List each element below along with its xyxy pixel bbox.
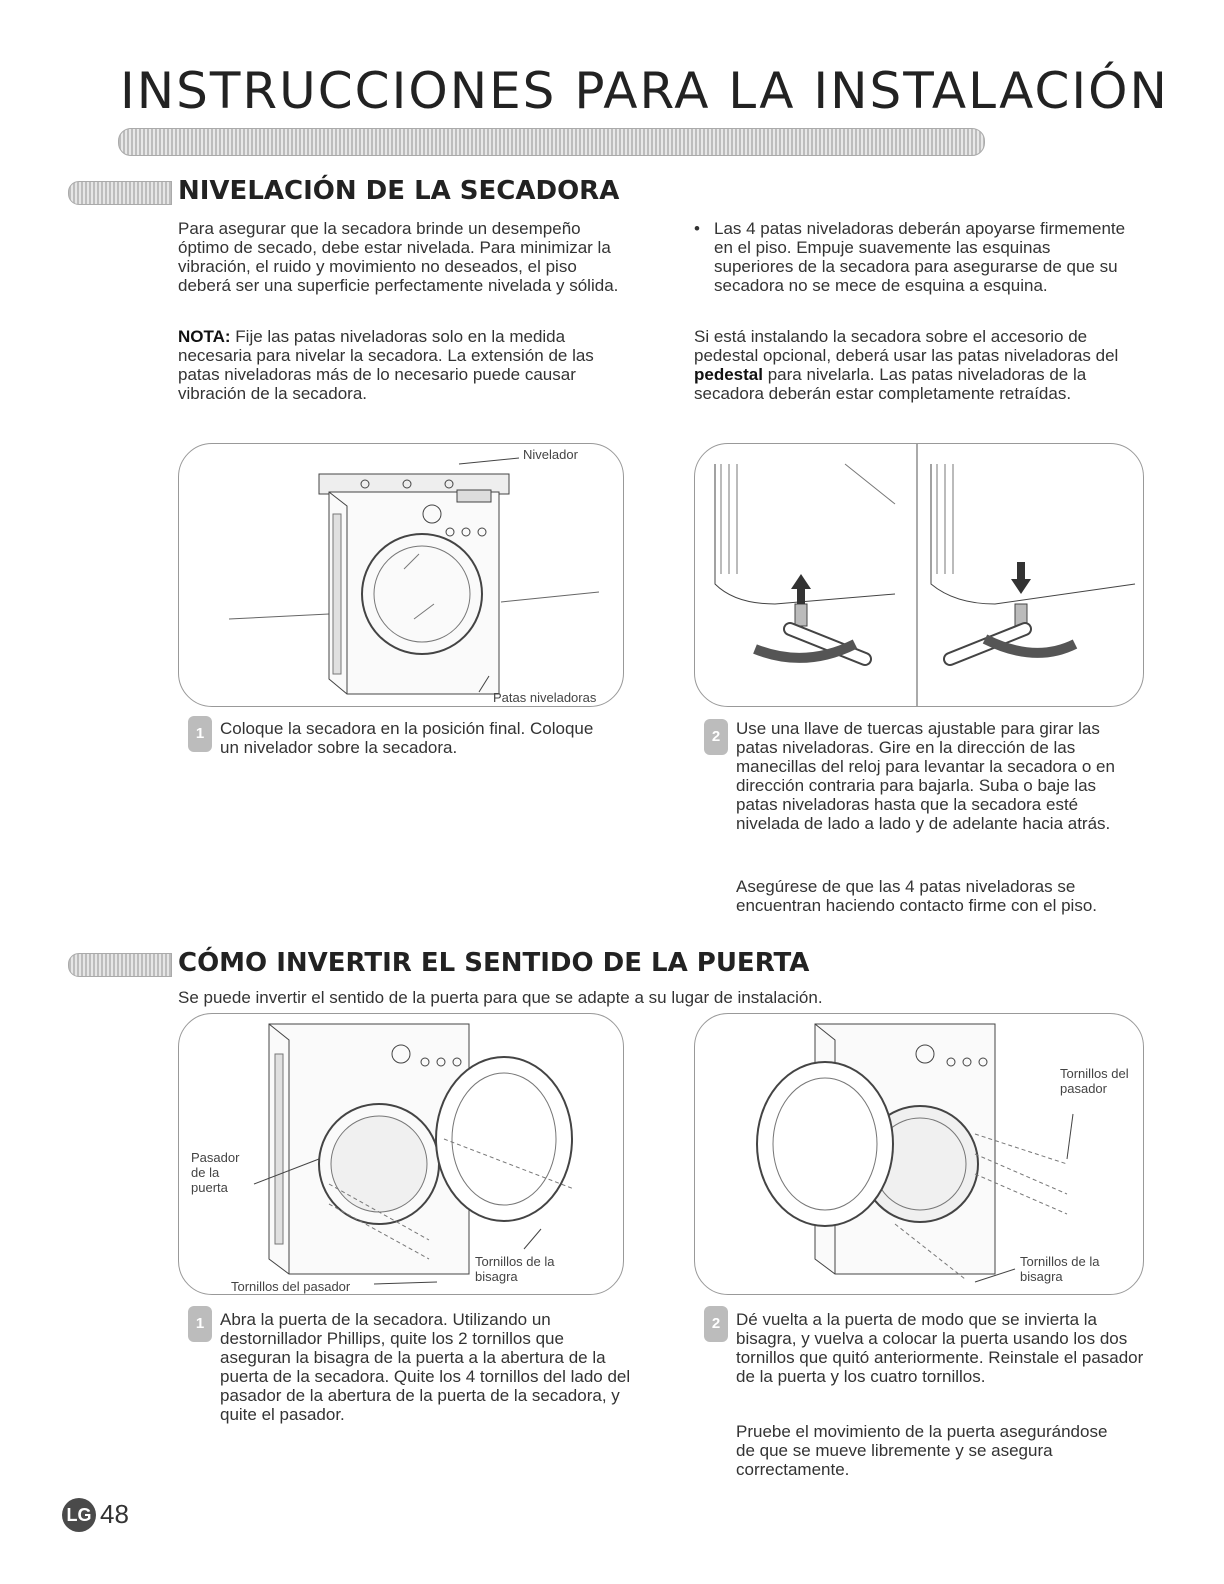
note-label: NOTA:	[178, 327, 231, 346]
label-hinge-screws: Tornillos de la bisagra	[475, 1254, 555, 1284]
section-title-door: CÓMO INVERTIR EL SENTIDO DE LA PUERTA	[178, 948, 810, 978]
step-2-badge: 2	[704, 719, 728, 755]
title-underline-bar	[118, 128, 985, 156]
pedestal-text-b: para nivelarla. Las patas niveladoras de la secadora deberán estar completamente retraídas.	[694, 365, 1087, 403]
label-leveler: Nivelador	[523, 447, 578, 462]
label-latch-screws: Tornillos del pasador	[231, 1279, 351, 1294]
step-1-door-text: Abra la puerta de la secadora. Utilizando un destornillador Phillips, quite los 2 tornillos que aseguran la bisagra de la puerta a la abertura de la puerta de la secadora. Quite los 4 tornillos del lado del pasador de la abertura de la puerta de la secadora, y quite el pasador.	[220, 1310, 631, 1424]
bullet-text: Las 4 patas niveladoras deberán apoyarse firmemente en el piso. Empuje suavemente las esquinas superiores de la secadora para asegurarse de que su secadora no se mece de esquina a esquina.	[714, 219, 1126, 295]
step-2-door-badge: 2	[704, 1306, 728, 1342]
label-hinge-screws-2: Tornillos de la bisagra	[1020, 1254, 1100, 1284]
step-2-extra: Asegúrese de que las 4 patas niveladoras se encuentran haciendo contacto firme con el piso.	[736, 877, 1098, 915]
label-leveling-legs: Patas niveladoras	[493, 690, 597, 705]
bullet-dot: •	[694, 219, 700, 238]
section-title-leveling: NIVELACIÓN DE LA SECADORA	[178, 176, 620, 206]
section-marker-2	[68, 953, 172, 977]
step-2-door-text: Dé vuelta a la puerta de modo que se invierta la bisagra, y vuelva a colocar la puerta usando los dos tornillos que quitó anteriormente. Reinstale el pasador de la puerta y los cuatro tornillos.	[736, 1310, 1144, 1386]
step-1-text: Coloque la secadora en la posición final. Coloque un nivelador sobre la secadora.	[220, 719, 594, 757]
leveling-note	[178, 327, 638, 403]
pedestal-note	[694, 327, 1144, 403]
brand-logo: LG	[62, 1498, 96, 1532]
figure-door-reversed	[694, 1013, 1144, 1295]
step-1-badge: 1	[188, 716, 212, 752]
label-latch-screws-2: Tornillos del pasador	[1060, 1066, 1129, 1096]
section-marker	[68, 181, 172, 205]
door-reversed-illustration	[695, 1014, 1143, 1294]
figure-dryer-leveler	[178, 443, 624, 707]
figure-door-open-left	[178, 1013, 624, 1295]
step-2-text: Use una llave de tuercas ajustable para girar las patas niveladoras. Gire en la dirección de las manecillas del reloj para levantar la secadora o en dirección contraria para bajarla. Suba o baje las patas niveladoras hasta que la secadora esté nivelada de lado a lado y de adelante hacia atrás.	[736, 719, 1115, 833]
pedestal-bold: pedestal	[694, 365, 763, 384]
leveling-intro: Para asegurar que la secadora brinde un desempeño óptimo de secado, debe estar nivelada. Para minimizar la vibración, el ruido y movimiento no deseados, el piso deberá ser una superficie perfectamente nivelada y sólida.	[178, 219, 619, 295]
step-1-door-badge: 1	[188, 1306, 212, 1342]
dryer-leveler-illustration	[179, 444, 623, 706]
label-door-latch: Pasador de la puerta	[191, 1150, 240, 1195]
door-intro: Se puede invertir el sentido de la puerta para que se adapte a su lugar de instalación.	[178, 988, 823, 1007]
pedestal-text-a: Si está instalando la secadora sobre el accesorio de pedestal opcional, deberá usar las patas niveladoras del	[694, 327, 1119, 365]
wrench-illustration	[695, 444, 1143, 706]
page-number: 48	[100, 1499, 129, 1529]
figure-wrench-adjust	[694, 443, 1144, 707]
page-title: INSTRUCCIONES PARA LA INSTALACIÓN	[120, 62, 1169, 120]
step-2-door-extra: Pruebe el movimiento de la puerta asegurándose de que se mueve libremente y se asegura correctamente.	[736, 1422, 1108, 1479]
leveling-bullet	[694, 219, 1134, 295]
note-text: Fije las patas niveladoras solo en la medida necesaria para nivelar la secadora. La extensión de las patas niveladoras más de lo necesario puede causar vibración de la secadora.	[178, 327, 594, 403]
